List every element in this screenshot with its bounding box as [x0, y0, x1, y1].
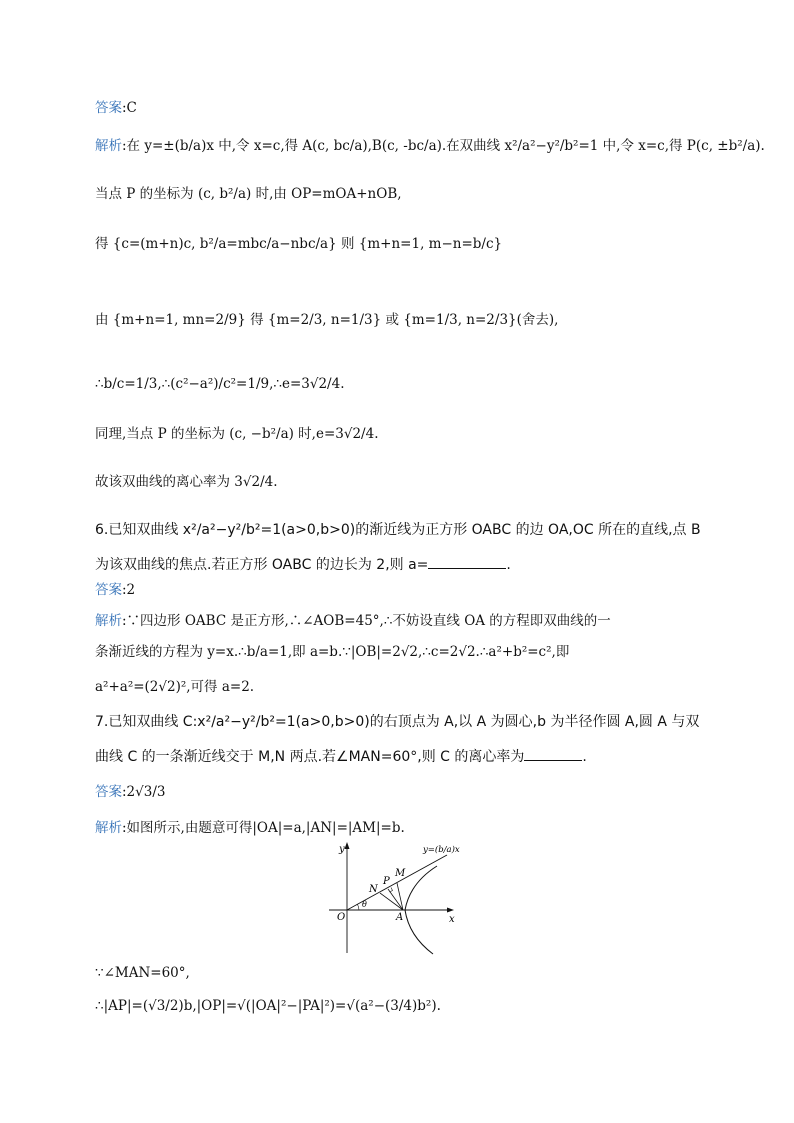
- solution-q5-line7: 故该双曲线的离心率为 3√2/4.: [95, 474, 278, 490]
- solution-q6-line3: a²+a²=(2√2)²,可得 a=2.: [95, 679, 255, 695]
- solution-q5-line4: 由 {m+n=1, mn=2/9} 得 {m=2/3, n=1/3} 或 {m=1/3, n=2/3}(舍去),: [95, 312, 559, 328]
- answer-line-q7: [95, 782, 165, 802]
- label-y: y: [339, 844, 345, 855]
- x-axis-arrow-icon: [447, 908, 454, 913]
- solution-q5-line5: ∴b/c=1/3,∴(c²−a²)/c²=1/9,∴e=3√2/4.: [95, 376, 345, 392]
- question-text: 已知双曲线 x²/a²−y²/b²=1(a>0,b>0)的渐近线为正方形 OABC 的边 OA,OC 所在的直线,点 B: [108, 522, 701, 538]
- question-7-line1: [95, 712, 699, 732]
- label-theta: θ: [362, 900, 367, 909]
- question-number: 7.: [95, 714, 109, 730]
- answer-value: :2√3/3: [122, 784, 166, 800]
- solution-q5-line3: 得 {c=(m+n)c, b²/a=mbc/a−nbc/a} 则 {m+n=1, m−n=b/c}: [95, 236, 503, 252]
- answer-line-q6: [95, 580, 135, 600]
- answer-line-q5: [95, 98, 137, 118]
- question-text: 已知双曲线 C:x²/a²−y²/b²=1(a>0,b>0)的右顶点为 A,以 A 为圆心,b 为半径作圆 A,圆 A 与双: [108, 714, 700, 730]
- question-text: 为该双曲线的焦点.若正方形 OABC 的边长为 2,则 a=: [95, 557, 429, 573]
- label-A: A: [396, 912, 404, 923]
- answer-label: 答案: [95, 582, 122, 598]
- solution-q5-line6: 同理,当点 P 的坐标为 (c, −b²/a) 时,e=3√2/4.: [95, 426, 379, 442]
- solution-label: 解析: [95, 138, 122, 154]
- answer-label: 答案: [95, 784, 122, 800]
- label-O: O: [337, 912, 346, 923]
- answer-blank: [428, 568, 506, 569]
- solution-label: 解析: [95, 820, 122, 836]
- theta-arc: [358, 905, 360, 911]
- answer-value: :2: [122, 582, 136, 598]
- question-number: 6.: [95, 522, 109, 538]
- hyperbola-figure: [325, 838, 475, 958]
- solution-text: :∵四边形 OABC 是正方形,∴∠AOB=45°,∴不妨设直线 OA 的方程即双曲线的一: [122, 613, 611, 629]
- solution-q7-line2: ∵∠MAN=60°,: [95, 965, 190, 981]
- label-M: M: [395, 868, 406, 879]
- solution-label: 解析: [95, 613, 122, 629]
- solution-q5-line1: [95, 136, 765, 156]
- question-6-line2: 为该双曲线的焦点.若正方形 OABC 的边长为 2,则 a= .: [95, 557, 511, 573]
- solution-q7-line3: ∴|AP|=(√3/2)b,|OP|=√(|OA|²−|PA|²)=√(a²−(3/4)b²).: [95, 998, 441, 1014]
- solution-text: :如图所示,由题意可得|OA|=a,|AN|=|AM|=b.: [122, 820, 405, 836]
- solution-text: :在 y=±(b/a)x 中,令 x=c,得 A(c, bc/a),B(c, -bc/a).在双曲线 x²/a²−y²/b²=1 中,令 x=c,得 P(c, ±b²/a).: [122, 138, 765, 154]
- solution-q6-line1: [95, 611, 611, 631]
- label-x: x: [449, 914, 455, 925]
- question-text: 曲线 C 的一条渐近线交于 M,N 两点.若∠MAN=60°,则 C 的离心率为: [95, 749, 525, 765]
- answer-label: 答案: [95, 100, 122, 116]
- label-P: P: [383, 876, 390, 887]
- label-N: N: [369, 884, 378, 895]
- answer-value: :C: [122, 100, 137, 116]
- label-asymptote: y=(b/a)x: [423, 845, 460, 855]
- solution-q5-line2: 当点 P 的坐标为 (c, b²/a) 时,由 OP=mOA+nOB,: [95, 186, 402, 202]
- question-6-line1: [95, 520, 701, 540]
- solution-q7-line1: [95, 818, 405, 838]
- y-axis-arrow-icon: [345, 842, 350, 849]
- solution-q6-line2: 条渐近线的方程为 y=x.∴b/a=1,即 a=b.∵|OB|=2√2,∴c=2√2.∴a²+b²=c²,即: [95, 644, 570, 660]
- question-7-line2: 曲线 C 的一条渐近线交于 M,N 两点.若∠MAN=60°,则 C 的离心率为 .: [95, 749, 587, 765]
- answer-blank: [524, 760, 582, 761]
